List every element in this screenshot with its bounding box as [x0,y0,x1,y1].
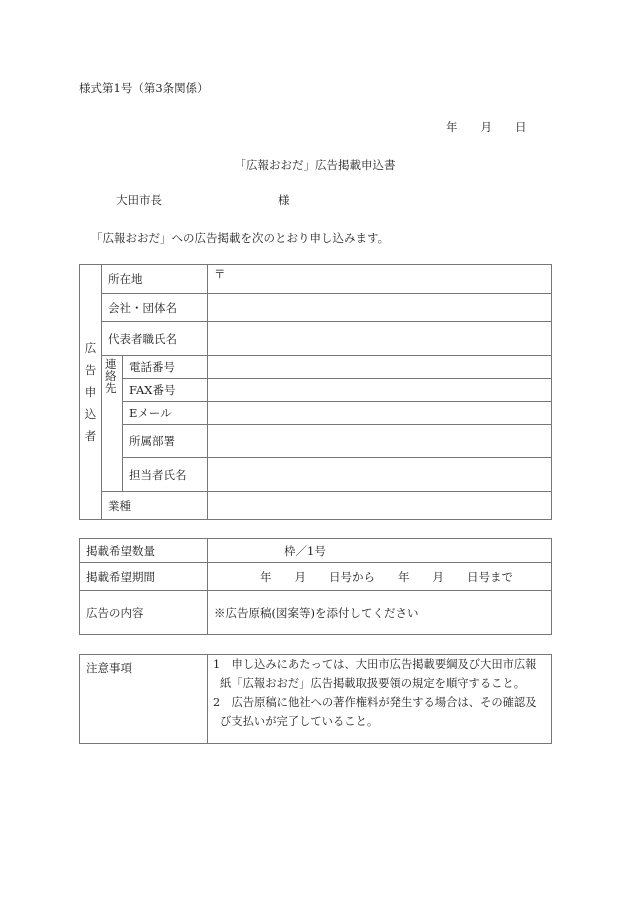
intro-text: 「広報おおだ」への広告掲載を次のとおり申し込みます。 [91,231,390,245]
company-field[interactable] [208,294,552,322]
email-label: Eメール [123,402,208,425]
form-number: 様式第1号（第3条関係） [79,81,209,95]
note-item: 2 広告原稿に他社への著作権料が発生する場合は、その確認及び支払いが完了していること。 [213,696,537,728]
document-title: 「広報おおだ」広告掲載申込書 [234,158,396,172]
company-label: 会社・団体名 [102,294,208,322]
phone-label: 電話番号 [123,356,208,379]
representative-label: 代表者職氏名 [102,322,208,356]
fax-field[interactable] [208,379,552,402]
industry-label: 業種 [102,492,208,520]
applicant-table [79,264,552,520]
period-label: 掲載希望期間 [80,563,208,591]
contact-group-label: 連 絡 先 [102,356,123,492]
content-field[interactable]: ※広告原稿(図案等)を添付してください [208,591,552,635]
date-field: 年 月 日 [446,120,527,134]
address-field[interactable]: 〒 [208,265,552,294]
quantity-field[interactable]: 枠／1号 [208,539,552,563]
representative-field[interactable] [208,322,552,356]
department-field[interactable] [208,425,552,458]
person-field[interactable] [208,458,552,492]
notes-table [79,654,552,744]
applicant-group-label: 広 告 申 込 者 [80,265,102,520]
phone-field[interactable] [208,356,552,379]
period-field[interactable]: 年 月 日号から 年 月 日号まで [208,563,552,591]
ad-table [79,538,552,635]
department-label: 所属部署 [123,425,208,458]
address-label: 所在地 [102,265,208,294]
note-item: 1 申し込みにあたっては、大田市広告掲載要綱及び大田市広報紙「広報おおだ」広告掲載取扱要領の規定を順守すること。 [213,658,537,690]
quantity-label: 掲載希望数量 [80,539,208,563]
addressee: 大田市長 [116,193,162,207]
notes-label: 注意事項 [80,655,208,744]
content-label: 広告の内容 [80,591,208,635]
person-label: 担当者氏名 [123,458,208,492]
honorific: 様 [278,193,290,207]
fax-label: FAX番号 [123,379,208,402]
email-field[interactable] [208,402,552,425]
industry-field[interactable] [208,492,552,520]
